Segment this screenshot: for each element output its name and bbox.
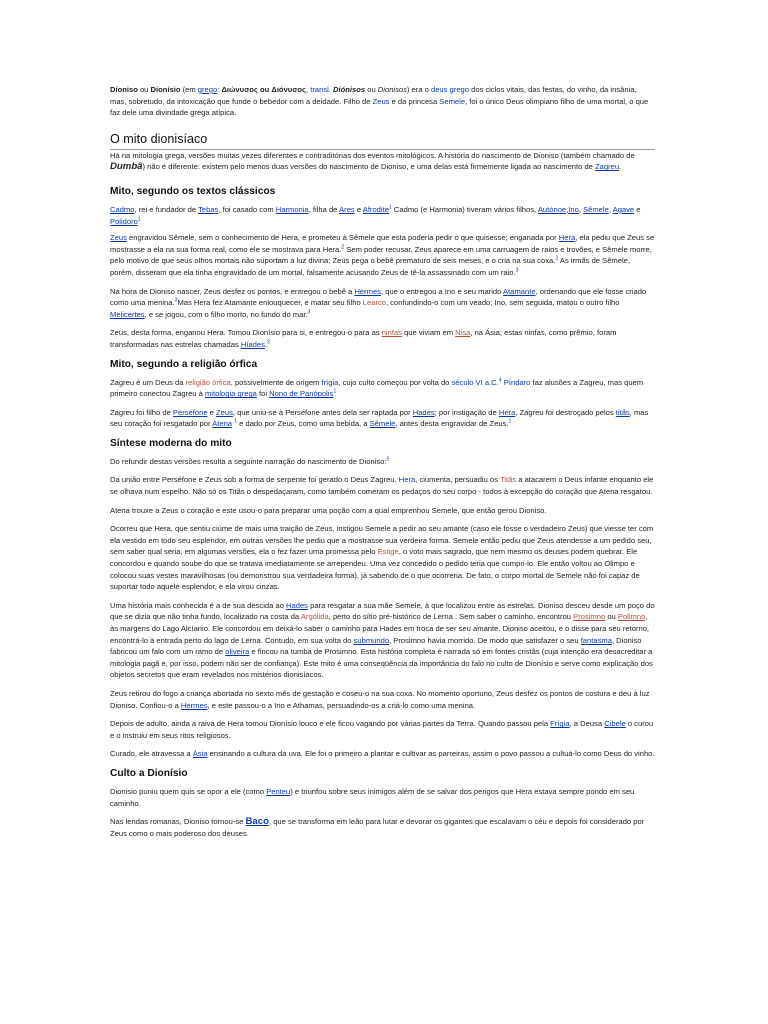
text-run: e fincou na tumba de Prosimno. Esta história completa é narrada só em fontes cristãs (cuja intenção era desacreditar a mitologia pagã e, por isso, podem não ser de confiança). Este mito é uma conseqüência da importância do falo no culto de Dionísio e serve como explicação dos objetos secretos que eram revelados nos mistérios dionisíacos. <box>110 647 653 680</box>
text-run: Uma história mais conhecida é a de sua descida ao <box>110 600 287 610</box>
text-run: Atena trouxe a Zeus o coração e este usou-o para preparar uma poção com a qual emprenhou Semele, que então gerou Dioniso. <box>110 505 547 515</box>
link-zeus[interactable]: Zeus <box>372 96 390 106</box>
text-run: , <box>306 85 311 94</box>
link-penteu[interactable]: Penteu <box>266 786 291 796</box>
text-run: ou <box>605 612 618 622</box>
link-hera[interactable]: Hera <box>558 233 576 243</box>
link-polidoro[interactable]: Polidoro <box>110 216 138 226</box>
text-run: Mito, segundo os textos clássicos <box>110 185 276 197</box>
cadmo-paragraph <box>110 204 655 227</box>
section-heading-mito-dionisiaco <box>110 132 655 150</box>
text-run: Curado, ele atravessa a <box>110 749 193 759</box>
footnote-ref-3[interactable]: 3 <box>174 297 178 304</box>
text-run: , o voto mais sagrado, que nem mesmo os deuses podem quebrar. Ele concordou e quando soube do que se tratava imediatamente se arrependeu. Uma vez concedido o pedido teria que cumpri-lo. Ele então voltou ao Olimpo e colocou suas vestes maravilhosas (ou demonstrou sua verdadeira forma), já sabendo de o que ocorreria. De fato, o corpo mortal de Semele não foi capaz de suportar todo aquele esplendor, e ela virou cinzas. <box>110 547 640 592</box>
text-run: que viviam em <box>401 328 456 338</box>
text-run: , ela pediu que Zeus se mostrasse a ela na sua forma real, como ele se mostrava para Hera. <box>110 233 655 254</box>
text-run: , perto do sítio pré-histórico de Lerna . Sem saber o caminho, encontrou <box>328 612 574 622</box>
text-run: , que o entregou a Ino e seu marido <box>381 286 504 296</box>
link-ino[interactable]: Ino <box>568 204 579 214</box>
link-semele[interactable]: Sêmele <box>369 419 396 429</box>
link-semele[interactable]: Sêmele <box>583 204 609 214</box>
uniao-paragraph <box>110 474 655 497</box>
text-run: e <box>354 204 363 214</box>
mito-intro-paragraph <box>110 150 655 173</box>
text-run: e da princesa <box>389 96 440 106</box>
hades-paragraph <box>110 600 655 681</box>
link-transl[interactable]: transl. <box>310 85 331 94</box>
text-run: Zeus, desta forma, enganou Hera. Tomou Dionísio para si, e entregou-o para as <box>110 328 382 338</box>
footnote-ref-3[interactable]: 3 <box>267 339 270 346</box>
text-run: ensinando a cultura da uva. Ele foi o primeiro a plantar e cultivar as parreiras, assim o povo passou a cultuá-lo como Deus do vinho. <box>207 749 655 759</box>
link-estige[interactable]: Estige <box>377 547 399 557</box>
article-body <box>110 84 655 846</box>
text-run: dos ciclos vitais, das festas, do vinho, da insânia, mas, sobretudo, da intoxicação que funde o bebedor com a deidade. Filho de <box>110 85 637 106</box>
text-run: ) e triunfou sobre seus inimigos além de se salvar dos perigos que Hera estava sempre pondo em seu caminho. <box>110 786 635 808</box>
link-fantasma[interactable]: fantasma <box>580 635 612 645</box>
footnote-ref-1[interactable]: 1 <box>388 204 392 211</box>
link-harmonia[interactable]: Harmonia <box>275 204 309 214</box>
link-titas[interactable]: Titãs <box>499 475 517 485</box>
subheading-sintese-moderna <box>110 437 655 450</box>
intro-paragraph <box>110 84 655 119</box>
link-mitologia-grega[interactable]: mitologia grega <box>204 389 257 399</box>
text-run: engravidou Sêmele, sem o conhecimento de Hera, e prometeu à Sêmele que esta poderia pedir o que quisesse; enganada por <box>126 233 559 243</box>
link-baco[interactable]: Baco <box>245 816 269 828</box>
text-run: Sem poder recusar, Zeus aparece em uma carruagem de raios e trovões, e Sêmele morre, pelo motivo de que seus olhos mortais não suportam a luz divina; Zeus pega o bebê prematuro de seis meses, e o cria na sua coxa. <box>110 244 652 266</box>
link-oliveira[interactable]: oliveira <box>225 647 250 657</box>
asia-paragraph <box>110 748 655 760</box>
link-learco[interactable]: Learco <box>362 298 387 308</box>
link-frigia[interactable]: frígia <box>321 377 339 387</box>
text-run: ; por instigação de <box>434 407 499 417</box>
link-hades[interactable]: Hades <box>412 407 435 417</box>
text-run: Síntese moderna do mito <box>110 437 232 449</box>
bold-term-ou: Διώνυσος ou Διόνυσος <box>221 85 306 94</box>
text-run: , ordenando que ele fosse criado como uma menina. <box>110 286 647 308</box>
link-zeus[interactable]: Zeus <box>110 233 127 243</box>
footnote-ref-1[interactable]: 1 <box>333 388 337 395</box>
link-titas[interactable]: titãs <box>615 407 630 417</box>
text-run: , na Ásia; estas ninfas, como prêmio, foram transformadas nas estrelas chamadas <box>110 328 617 349</box>
ninfas-paragraph <box>110 327 655 350</box>
link-hiades[interactable]: Híades <box>240 339 265 349</box>
link-semele[interactable]: Semele <box>439 96 466 106</box>
text-run: (em <box>180 85 198 94</box>
text-run: , foi o único Deus olimpiano filho de uma mortal, o que faz dele uma divindade grega atípica. <box>110 96 649 118</box>
link-hades[interactable]: Hades <box>286 600 308 610</box>
italic-term-dionisos: Diónisos <box>333 85 366 94</box>
link-autonoe[interactable]: Autónoe <box>537 204 567 214</box>
text-run: Do refundir destas versões resulta a seguinte narração do nascimento de Dioniso: <box>110 456 387 466</box>
text-run: As irmãs de Sêmele, porém, disseram que ela tinha engravidado de um mortal, falsamente acusando Zeus de tê-la assassinado com um raio. <box>110 256 630 277</box>
footnote-ref-5[interactable]: 5 <box>386 456 390 463</box>
text-run: a atacarem o Deus infante enquanto ele se olhava num espelho. Não só os Titãs o despedaçaram, como também comeram os pedaços do seu corpo - todos à excepção do coração que Atena resgatou. <box>110 475 654 497</box>
italic-term-dionisos: Dionisos <box>377 85 407 94</box>
link-frigia[interactable]: Frígia <box>550 719 570 729</box>
bold-term-dioniso: Dioniso <box>110 85 138 94</box>
text-run: , <box>608 204 613 214</box>
hera-ciume-paragraph <box>110 523 655 593</box>
link-afrodite[interactable]: Afrodite <box>362 204 389 214</box>
bold-term-dionisio: Dionísio <box>150 85 181 94</box>
zeus-semele-paragraph <box>110 232 655 278</box>
link-pindaro[interactable]: Píndaro <box>503 377 531 387</box>
link-deus-grego[interactable]: deus grego <box>430 85 469 94</box>
refundir-paragraph <box>110 456 655 468</box>
link-prosimno[interactable]: Prosimno <box>573 612 606 622</box>
text-run: , que se transforma em leão para lutar e devorar os gigantes que escalavam o céu e depois foi considerado por Zeus como o mais poderoso dos deuses. <box>110 817 645 838</box>
text-run: , confundindo-o com um veado; Ino, sem seguida, matou o outro filho <box>386 298 620 308</box>
link-persefone[interactable]: Perséfone <box>172 407 208 417</box>
link-zeus[interactable]: Zeus <box>215 407 233 417</box>
text-run: faz alusões a Zagreu, mas quem primeiro conectou Zagreu à <box>110 377 644 399</box>
link-asia[interactable]: Ásia <box>192 749 208 759</box>
text-run: , foi casado com <box>218 204 276 214</box>
text-run: , e este passou-o a Ino e Athamas, persuadindo-os a criá-lo como uma menina. <box>207 700 476 710</box>
text-run: , mas seu coração foi resgatado por <box>110 407 649 429</box>
link-melicertes[interactable]: Melicertes <box>110 309 145 319</box>
link-agave[interactable]: Agave <box>612 204 635 214</box>
text-run: Cadmo (e Harmonia) tiveram vários filhos, <box>391 204 538 214</box>
text-run: : <box>217 85 222 94</box>
penteu-paragraph <box>110 786 655 809</box>
text-run: , a Deusa <box>569 719 605 729</box>
subheading-religiao-orfica <box>110 358 655 371</box>
zagreu-paragraph <box>110 377 655 400</box>
link-grego[interactable]: grego <box>197 85 218 94</box>
text-run: , e se jogou, com o filho morto, no fundo do mar. <box>144 309 308 319</box>
footnote-ref-1[interactable]: 1 <box>234 418 238 425</box>
text-run: ) era o <box>406 85 431 94</box>
text-run: , Zagreu foi destroçado pelos <box>515 407 616 417</box>
text-run: , ciumenta, persuadiu os <box>415 475 500 485</box>
text-run: , às margens do Lago Alcíanio. Ele concordou em deixá-lo saber o caminho para Hades em troca de ser seu amante. Dioniso aceitou, e o disse para seu retorno, encontrá-lo à entrada perto do lago de Lerna. Contudo, em sua volta do <box>110 612 650 645</box>
link-ninfas[interactable]: ninfas <box>381 328 402 338</box>
text-run: , que uniu-se à Perséfone antes dela ser raptada por <box>232 407 413 417</box>
text-run: e <box>207 407 216 417</box>
text-run: para resgatar a sua mãe Semele, à que localizou entre as estrelas. Dioniso desceu desde um poço do que se dizia que não tinha fundo, localizado na costa da <box>110 600 655 622</box>
text-run: e dado por Zeus, como uma bebida, a <box>237 419 370 429</box>
link-argolida[interactable]: Argólida <box>300 612 329 622</box>
text-run: Na hora de Dioniso nascer, Zeus desfez os pontos, e entregou o bebê a <box>110 286 355 296</box>
footnote-ref-3[interactable]: 3 <box>515 267 519 274</box>
subheading-textos-classicos <box>110 185 655 198</box>
link-hermes[interactable]: Hermes <box>354 286 382 296</box>
subheading-culto <box>110 767 655 780</box>
link-seculo-vi-a-c[interactable]: século VI a.C. <box>451 377 499 387</box>
link-cibele[interactable]: Cibele <box>604 719 626 729</box>
text-run: Mito, segundo a religião órfica <box>110 358 258 370</box>
text-run: Culto a Dionísio <box>110 767 188 779</box>
link-zagreu[interactable]: Zagreu <box>595 162 620 172</box>
link-nisa[interactable]: Nisa <box>455 328 471 338</box>
persefone-paragraph <box>110 407 655 430</box>
text-run: , rei e fundador de <box>134 204 199 214</box>
footnote-ref-2[interactable]: 2 <box>341 244 345 251</box>
text-run: Ocorreu que Hera, que sentiu ciúme de mais uma traição de Zeus, instigou Semele a pedir ao seu amante (caso ele fosse o verdadeiro Zeus) que viesse ter com ela vestido em todo seu esplendor, em outras versões lhe pediu que a mostrasse sua verdeira forma. Semele então pediu que Zeus atendesse a um pedido seu, sem saber qual seria, em algumas versões, ela o fez fazer uma promessa pelo <box>110 524 654 557</box>
link-cadmo[interactable]: Cadmo <box>110 204 135 214</box>
link-religiao-orfica[interactable]: religião órfica <box>185 377 231 387</box>
text-run: foi <box>256 389 270 399</box>
footnote-ref-3[interactable]: 3 <box>307 309 311 316</box>
text-run: , antes desta engravidar de Zeus. <box>395 419 509 429</box>
text-run: Zagreu foi filho de <box>110 407 173 417</box>
text-run: Há na mitologia grega, versões muitas vezes diferentes e contraditórias dos eventos mitológicos. A história do nascimento de Dioniso (também chamado de <box>110 150 635 160</box>
text-run: Nas lendas romanas, Dioniso tornou-se <box>110 817 246 827</box>
footnote-ref-1[interactable]: 1 <box>137 216 141 223</box>
text-run: , Dioniso fabricou um falo com um ramo de <box>110 635 642 657</box>
link-hermes[interactable]: Hermes <box>180 700 208 710</box>
text-run: . <box>619 162 622 172</box>
link-ares[interactable]: Ares <box>339 204 355 214</box>
text-run: , filha de <box>308 204 340 214</box>
text-run: Depois de adulto, ainda a raiva de Hera tornou Dionísio louco e ele ficou vagando por várias partes da Terra. Quando passou pela <box>110 719 551 729</box>
atena-paragraph <box>110 505 655 517</box>
link-hera[interactable]: Hera <box>498 407 516 417</box>
text-run: o curou e o instruiu em seus ritos religiosos. <box>110 719 654 740</box>
baco-paragraph <box>110 816 655 839</box>
frigia-paragraph <box>110 718 655 741</box>
link-hera[interactable]: Hera <box>398 475 416 485</box>
text-run: ou <box>137 85 151 94</box>
text-run: e <box>634 204 641 214</box>
text-run: . <box>264 339 268 349</box>
hermes-ino-paragraph <box>110 286 655 321</box>
text-run: Zagreu é um Deus da <box>110 377 186 387</box>
link-atena[interactable]: Atena <box>212 419 233 429</box>
text-run: ou <box>365 85 378 94</box>
text-run: O mito dionisíaco <box>110 131 208 146</box>
text-run: , cujo culto começou por volta do <box>338 377 452 387</box>
footnote-ref-4[interactable]: 4 <box>498 376 502 383</box>
fogo-paragraph <box>110 688 655 711</box>
footnote-ref-1[interactable]: 1 <box>508 418 512 425</box>
text-run: Mas Hera fez Atamante enlouquecer, e matar seu filho <box>177 298 363 308</box>
italic-term-dumba: Dumbã <box>110 161 143 173</box>
text-run: Da união entre Perséfone e Zeus sob a forma de serpente foi gerado o Deus Zagreu. <box>110 475 399 485</box>
text-run: , possivelmente de origem <box>230 377 322 387</box>
text-run: , <box>578 204 584 214</box>
text-run: Zeus retirou do fogo a criança abortada no sexto mês de gestação e coseu-o na sua coxa. No momento oportuno, Zeus desfez os pontos de costura e deu à luz Dioniso. Confiou-o a <box>110 688 650 710</box>
text-run: ) não é diferente: existem pelo menos duas versões do nascimento de Dioniso, e uma delas está firmemente ligada ao nascimento de <box>142 162 596 172</box>
link-polimno[interactable]: Polimno <box>617 612 646 622</box>
text-run: Dionisio puniu quem quis se opor a ele (como <box>110 786 267 796</box>
text-run: , Prosimno havia morrido. De modo que satisfazer o seu <box>389 635 581 645</box>
link-tebas[interactable]: Tebas <box>198 204 219 214</box>
text-run: , <box>566 204 569 214</box>
footnote-ref-2[interactable]: 2 <box>555 255 559 262</box>
link-nono-de-panopolis[interactable]: Nono de Panópolis <box>269 389 334 399</box>
link-atamante[interactable]: Atamante <box>503 286 536 296</box>
link-submundo[interactable]: submundo <box>353 635 390 645</box>
